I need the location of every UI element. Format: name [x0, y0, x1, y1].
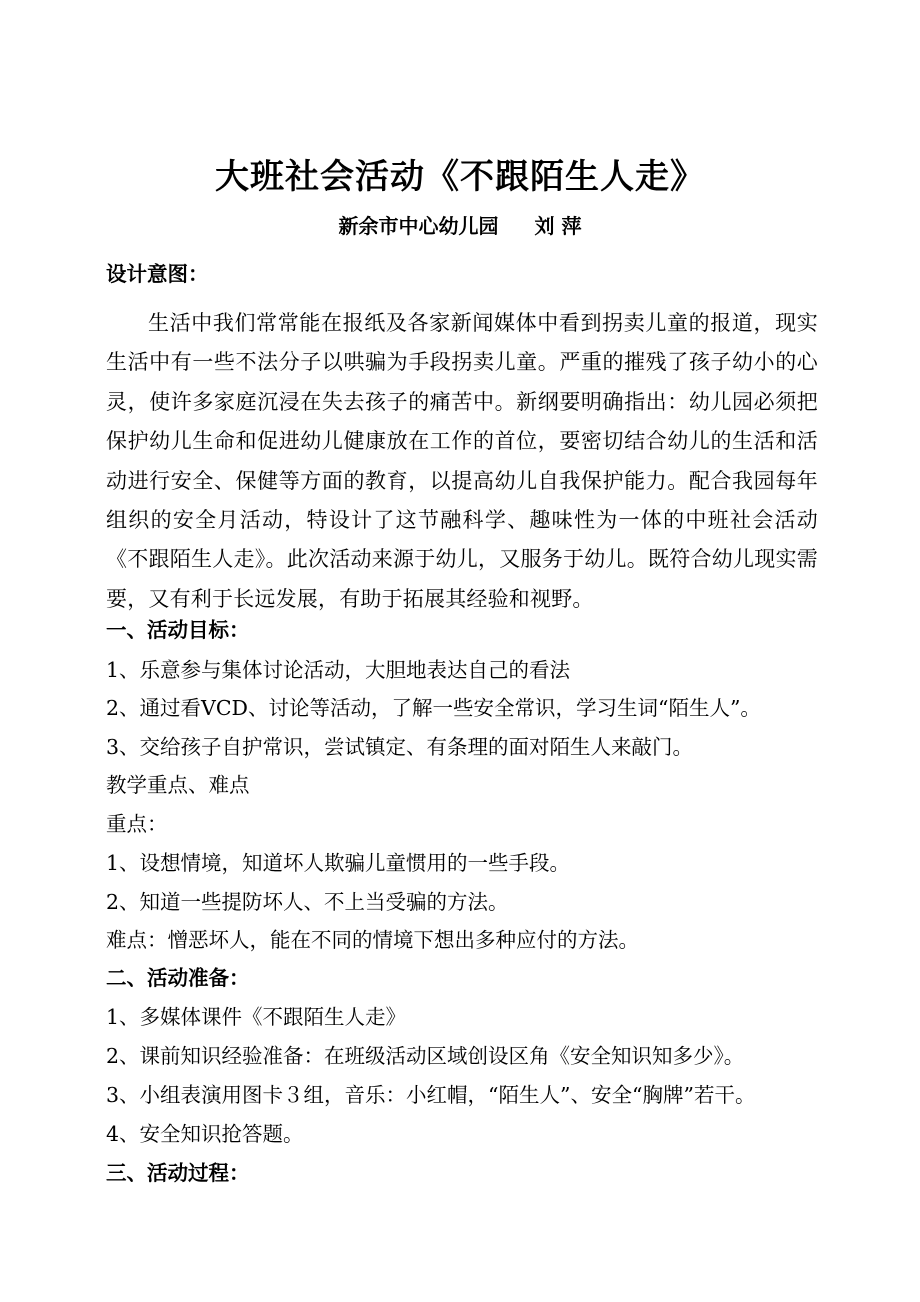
- goal-item: 2、通过看VCD、讨论等活动，了解一些安全常识，学习生词“陌生人”。: [106, 696, 761, 720]
- goals-heading: 一、活动目标：: [106, 618, 250, 642]
- goal-item: 3、交给孩子自护常识，尝试镇定、有条理的面对陌生人来敲门。: [106, 735, 694, 759]
- author-name: 刘 萍: [534, 214, 582, 238]
- author-org: 新余市中心幼儿园: [338, 214, 499, 238]
- preparation-item: 1、多媒体课件《不跟陌生人走》: [106, 1005, 407, 1029]
- process-heading: 三、活动过程：: [106, 1161, 250, 1185]
- preparation-item: 4、安全知识抢答题。: [106, 1122, 304, 1146]
- preparation-item: 2、课前知识经验准备：在班级活动区域创设区角《安全知识知多少》。: [106, 1044, 745, 1068]
- preparation-item: 3、小组表演用图卡３组，音乐：小红帽，“陌生人”、安全“胸牌”若干。: [106, 1083, 756, 1107]
- focus-item: 1、设想情境，知道坏人欺骗儿童惯用的一些手段。: [106, 851, 571, 875]
- difficulty-text: 难点：憎恶坏人，能在不同的情境下想出多种应付的方法。: [106, 928, 639, 952]
- document-title: 大班社会活动《不跟陌生人走》: [215, 157, 705, 197]
- author-line: [0, 209, 920, 243]
- focus-label: 重点：: [106, 812, 168, 836]
- design-intent-heading: 设计意图：: [106, 262, 209, 286]
- design-intent-paragraph: 生活中我们常常能在报纸及各家新闻媒体中看到拐卖儿童的报道，现实生活中有一些不法分子以哄骗为手段拐卖儿童。严重的摧残了孩子幼小的心灵，使许多家庭沉浸在失去孩子的痛苦中。新纲要明确指出：幼儿园必须把保护幼儿生命和促进幼儿健康放在工作的首位，要密切结合幼儿的生活和活动进行安全、保健等方面的教育，以提高幼儿自我保护能力。配合我园每年组织的安全月活动，特设计了这节融科学、趣味性为一体的中班社会活动《不跟陌生人走》。此次活动来源于幼儿，又服务于幼儿。既符合幼儿现实需要，又有利于长远发展，有助于拓展其经验和视野。: [106, 311, 818, 611]
- key-points-heading: 教学重点、难点: [106, 773, 250, 797]
- focus-item: 2、知道一些提防坏人、不上当受骗的方法。: [106, 890, 509, 914]
- goal-item: 1、乐意参与集体讨论活动，大胆地表达自己的看法: [106, 658, 571, 682]
- preparation-heading: 二、活动准备：: [106, 966, 250, 990]
